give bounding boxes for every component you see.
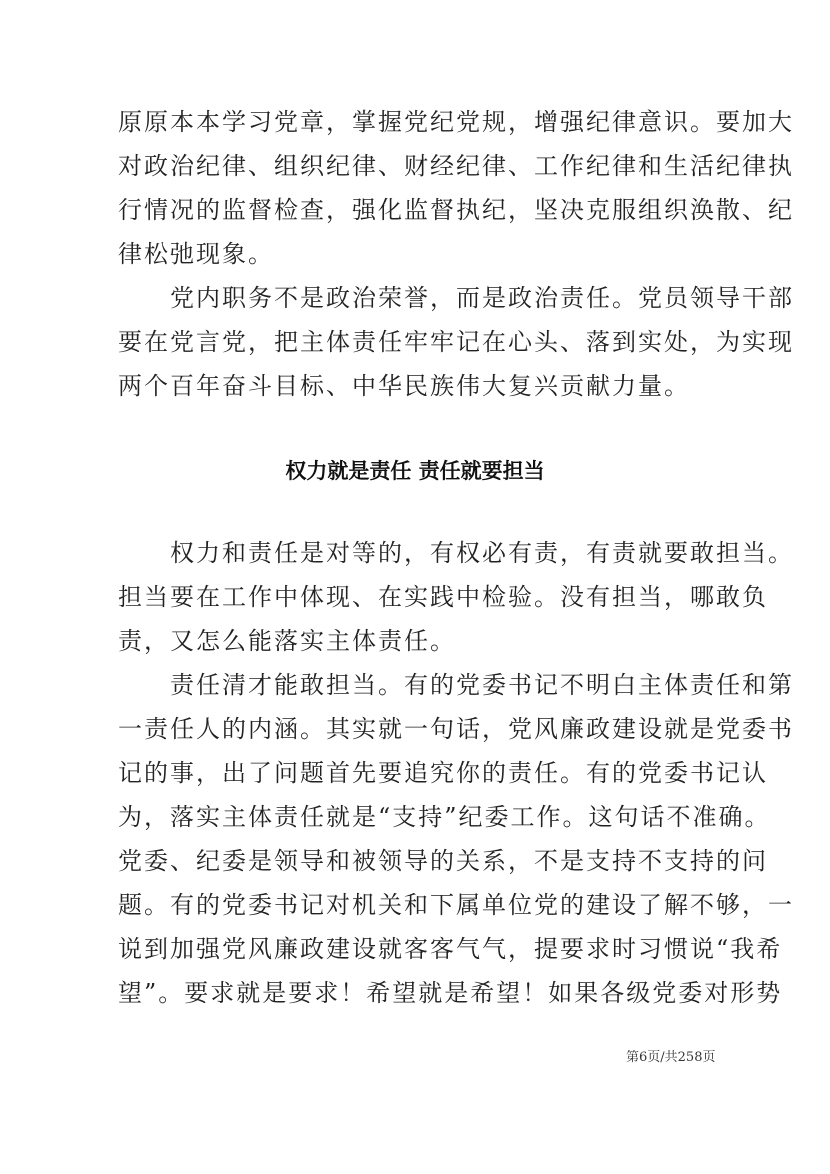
page-number: 第6页/共258页 <box>626 1050 716 1065</box>
text-line: 行情况的监督检查，强化监督执纪，坚决克服组织涣散、纪 <box>118 196 794 224</box>
text-line: 为，落实主体责任就是“支持”纪委工作。这句话不准确。 <box>118 803 771 831</box>
text-line: 对政治纪律、组织纪律、财经纪律、工作纪律和生活纪律执 <box>118 152 794 180</box>
text-line: 要在党言党，把主体责任牢牢记在心头、落到实处，为实现 <box>118 328 794 356</box>
text-line: 担当要在工作中体现、在实践中检验。没有担当，哪敢负 <box>118 583 768 611</box>
text-line: 记的事，出了问题首先要追究你的责任。有的党委书记认 <box>118 759 768 787</box>
text-line: 望”。要求就是要求！希望就是希望！如果各级党委对形势 <box>118 979 783 1007</box>
section-heading: 权力就是责任 责任就要担当 <box>285 459 545 483</box>
text-line: 两个百年奋斗目标、中华民族伟大复兴贡献力量。 <box>118 372 690 400</box>
text-line: 责任清才能敢担当。有的党委书记不明白主体责任和第 <box>118 671 794 699</box>
text-line: 原原本本学习党章，掌握党纪党规，增强纪律意识。要加大 <box>118 108 794 136</box>
text-line: 一责任人的内涵。其实就一句话，党风廉政建设就是党委书 <box>118 715 794 743</box>
text-line: 权力和责任是对等的，有权必有责，有责就要敢担当。 <box>118 539 794 567</box>
text-line: 律松弛现象。 <box>118 240 274 268</box>
text-line: 责，又怎么能落实主体责任。 <box>118 627 456 655</box>
text-line: 题。有的党委书记对机关和下属单位党的建设了解不够，一 <box>118 891 794 919</box>
text-line: 党委、纪委是领导和被领导的关系，不是支持不支持的问 <box>118 847 768 875</box>
text-line: 说到加强党风廉政建设就客客气气，提要求时习惯说“我希 <box>118 935 783 963</box>
text-line: 党内职务不是政治荣誉，而是政治责任。党员领导干部 <box>118 284 794 312</box>
